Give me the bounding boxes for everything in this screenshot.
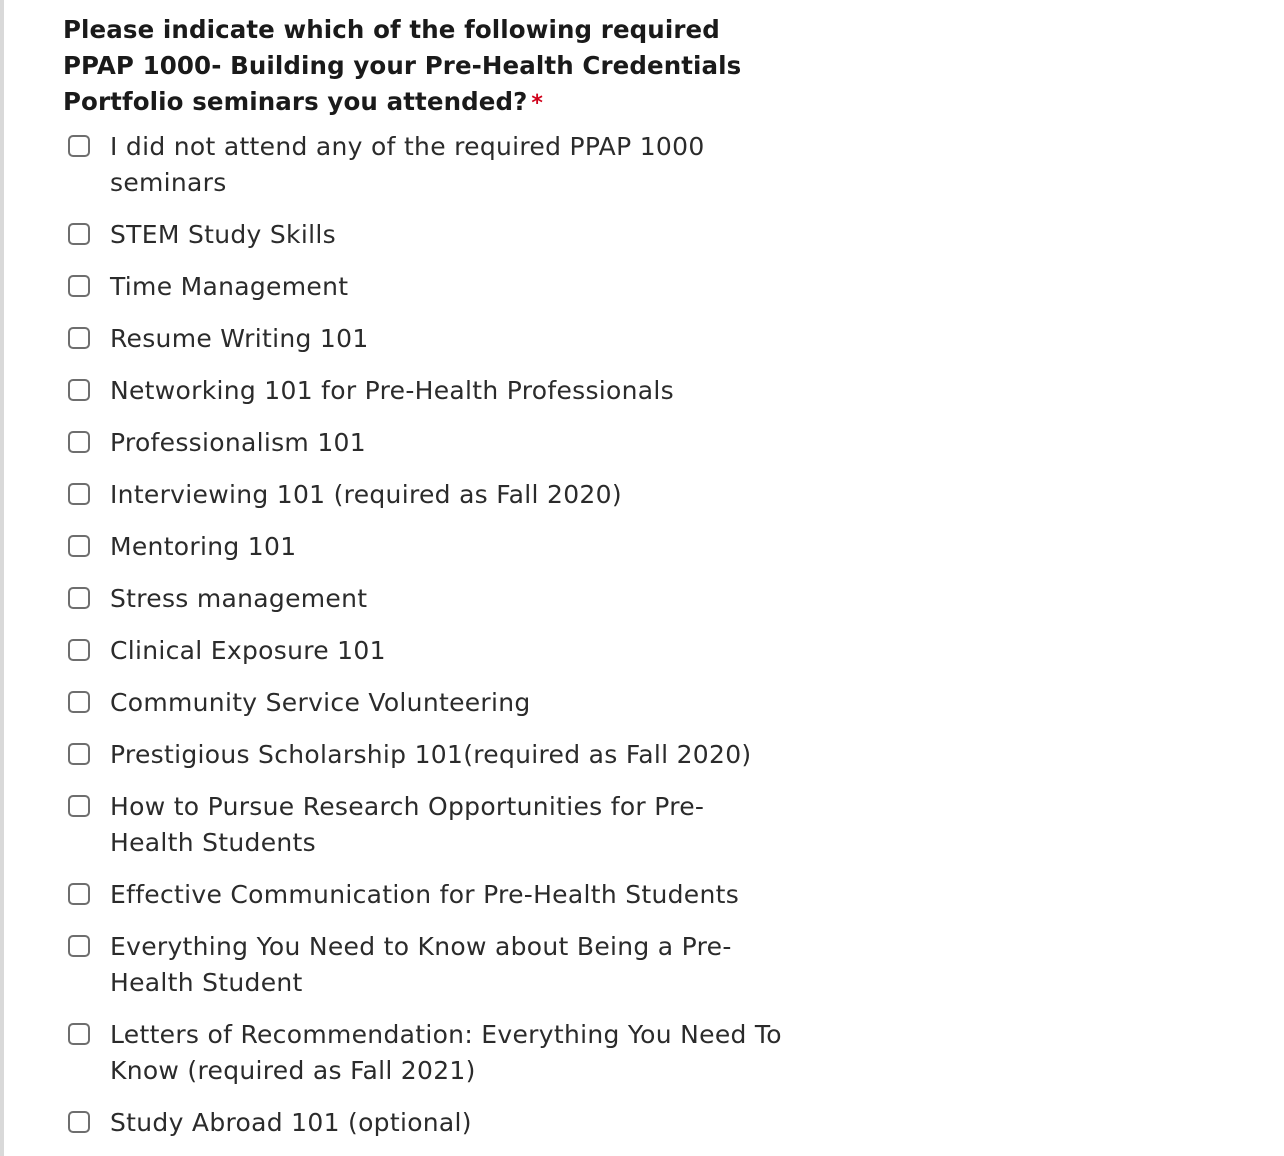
checkbox-option[interactable] — [68, 321, 788, 357]
option-label: Clinical Exposure 101 — [110, 636, 386, 665]
checkbox[interactable] — [68, 275, 90, 297]
checkbox-option[interactable] — [68, 1017, 788, 1089]
checkbox-group — [68, 129, 788, 1156]
checkbox[interactable] — [68, 483, 90, 505]
checkbox[interactable] — [68, 743, 90, 765]
checkbox[interactable] — [68, 535, 90, 557]
checkbox-option[interactable] — [68, 877, 788, 913]
checkbox[interactable] — [68, 691, 90, 713]
option-label: Stress management — [110, 584, 368, 613]
checkbox[interactable] — [68, 795, 90, 817]
checkbox-option[interactable] — [68, 789, 788, 861]
question-label — [63, 12, 763, 122]
checkbox[interactable] — [68, 935, 90, 957]
option-label: I did not attend any of the required PPAP 1000 seminars — [110, 132, 705, 197]
checkbox[interactable] — [68, 1023, 90, 1045]
checkbox-option[interactable] — [68, 737, 788, 773]
checkbox-option[interactable] — [68, 1105, 788, 1141]
option-label: How to Pursue Research Opportunities for Pre-Health Students — [110, 792, 705, 857]
checkbox[interactable] — [68, 327, 90, 349]
option-label: Professionalism 101 — [110, 428, 366, 457]
option-label: Study Abroad 101 (optional) — [110, 1108, 472, 1137]
checkbox[interactable] — [68, 135, 90, 157]
option-label: Time Management — [110, 272, 349, 301]
option-label: Community Service Volunteering — [110, 688, 531, 717]
question-text: Please indicate which of the following required PPAP 1000- Building your Pre-Health Credentials Portfolio seminars you attended? — [63, 15, 742, 116]
option-label: Prestigious Scholarship 101(required as Fall 2020) — [110, 740, 752, 769]
option-label: Networking 101 for Pre-Health Professionals — [110, 376, 674, 405]
option-label: STEM Study Skills — [110, 220, 336, 249]
checkbox-option[interactable] — [68, 373, 788, 409]
checkbox-option[interactable] — [68, 929, 788, 1001]
checkbox-option[interactable] — [68, 425, 788, 461]
option-label: Letters of Recommendation: Everything You Need To Know (required as Fall 2021) — [110, 1020, 782, 1085]
checkbox-option[interactable] — [68, 269, 788, 305]
checkbox[interactable] — [68, 639, 90, 661]
checkbox-option[interactable] — [68, 477, 788, 513]
checkbox-option[interactable] — [68, 529, 788, 565]
checkbox-option[interactable] — [68, 129, 788, 201]
checkbox[interactable] — [68, 1111, 90, 1133]
checkbox[interactable] — [68, 379, 90, 401]
option-label: Resume Writing 101 — [110, 324, 369, 353]
checkbox-option[interactable] — [68, 633, 788, 669]
option-label: Everything You Need to Know about Being a Pre-Health Student — [110, 932, 732, 997]
checkbox[interactable] — [68, 223, 90, 245]
checkbox-option[interactable] — [68, 685, 788, 721]
option-label: Mentoring 101 — [110, 532, 297, 561]
option-label: Interviewing 101 (required as Fall 2020) — [110, 480, 622, 509]
checkbox-option[interactable] — [68, 217, 788, 253]
checkbox-option[interactable] — [68, 581, 788, 617]
checkbox[interactable] — [68, 587, 90, 609]
option-label: Effective Communication for Pre-Health Students — [110, 880, 740, 909]
checkbox[interactable] — [68, 883, 90, 905]
checkbox[interactable] — [68, 431, 90, 453]
required-asterisk: * — [531, 91, 544, 116]
